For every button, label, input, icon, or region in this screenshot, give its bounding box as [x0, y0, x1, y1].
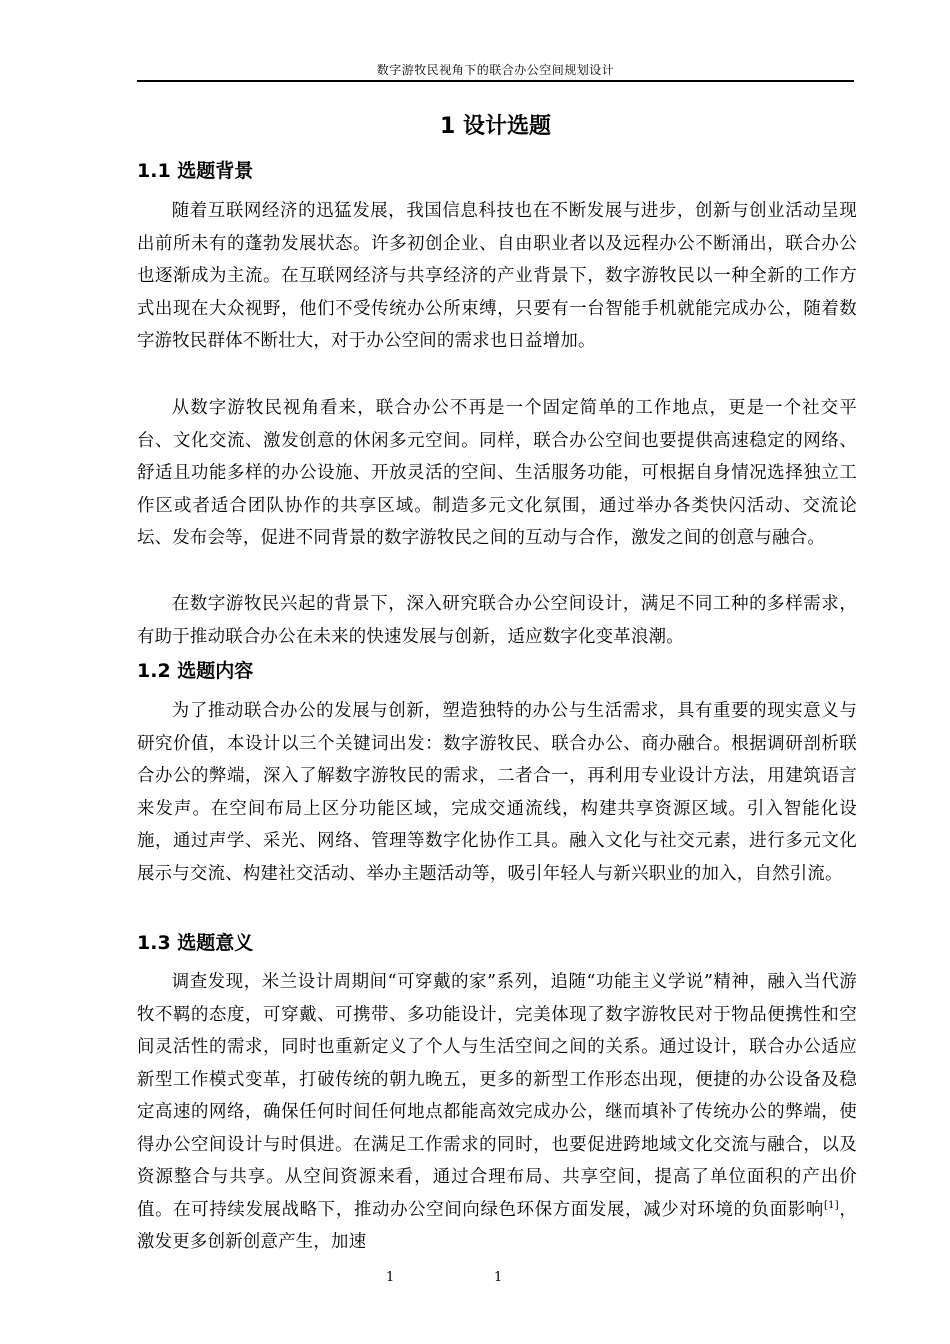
page-number: 1: [494, 1270, 503, 1285]
paragraph-text: ，激发更多创新创意产生，加速: [137, 1199, 857, 1252]
chapter-title: 1 设计选题: [440, 114, 551, 139]
paragraph-text: 调查发现，米兰设计周期间“可穿戴的家”系列，追随“功能主义学说”精神，融入当代游牧不羁的态度，可穿戴、可携带、多功能设计，完美体现了数字游牧民对于物品便携性和空间灵活性的需求，同时也重新定义了个人与生活空间之间的关系。通过设计，联合办公适应新型工作模式变革，打破传统的朝九晚五，更多的新型工作形态出现，便捷的办公设备及稳定高速的网络，确保任何时间任何地点都能高效完成办公，继而填补了传统办公的弊端，使得办公空间设计与时俱进。在满足工作需求的同时，也要促进跨地域文化交流与融合，以及资源整合与共享。从空间资源来看，通过合理布局、共享空间，提高了单位面积的产出价值。在可持续发展战略下，推动办公空间向绿色环保方面发展，减少对环境的负面影响: [137, 972, 857, 1220]
paragraph: 随着互联网经济的迅猛发展，我国信息科技也在不断发展与进步，创新与创业活动呈现出前所未有的蓬勃发展状态。许多初创企业、自由职业者以及远程办公不断涌出，联合办公也逐渐成为主流。在互联网经济与共享经济的产业背景下，数字游牧民以一种全新的工作方式出现在大众视野，他们不受传统办公所束缚，只要有一台智能手机就能完成办公，随着数字游牧民群体不断壮大，对于办公空间的需求也日益增加。: [137, 201, 857, 351]
section-title-1-1: 1.1 选题背景: [137, 160, 254, 182]
page-number: 1: [386, 1270, 395, 1285]
paragraph: 在数字游牧民兴起的背景下，深入研究联合办公空间设计，满足不同工种的多样需求，有助于推动联合办公在未来的快速发展与创新，适应数字化变革浪潮。: [137, 594, 857, 647]
section-title-1-2: 1.2 选题内容: [137, 660, 254, 682]
paragraph: 为了推动联合办公的发展与创新，塑造独特的办公与生活需求，具有重要的现实意义与研究价值，本设计以三个关键词出发：数字游牧民、联合办公、商办融合。根据调研剖析联合办公的弊端，深入了解数字游牧民的需求，二者合一，再利用专业设计方法，用建筑语言来发声。在空间布局上区分功能区域，完成交通流线，构建共享资源区域。引入智能化设施，通过声学、采光、网络、管理等数字化协作工具。融入文化与社交元素，进行多元文化展示与交流、构建社交活动、举办主题活动等，吸引年轻人与新兴职业的加入，自然引流。: [137, 701, 857, 884]
paragraph: [137, 966, 857, 1259]
citation-ref[interactable]: [1]: [823, 1199, 839, 1211]
running-header: 数字游牧民视角下的联合办公空间规划设计: [376, 63, 615, 77]
section-title-1-3: 1.3 选题意义: [137, 932, 254, 954]
paragraph: 从数字游牧民视角看来，联合办公不再是一个固定简单的工作地点，更是一个社交平台、文化交流、激发创意的休闲多元空间。同样，联合办公空间也要提供高速稳定的网络、舒适且功能多样的办公设施、开放灵活的空间、生活服务功能，可根据自身情况选择独立工作区或者适合团队协作的共享区域。制造多元文化氛围，通过举办各类快闪活动、交流论坛、发布会等，促进不同背景的数字游牧民之间的互动与合作，激发之间的创意与融合。: [137, 398, 857, 548]
header-rule: [137, 80, 854, 82]
